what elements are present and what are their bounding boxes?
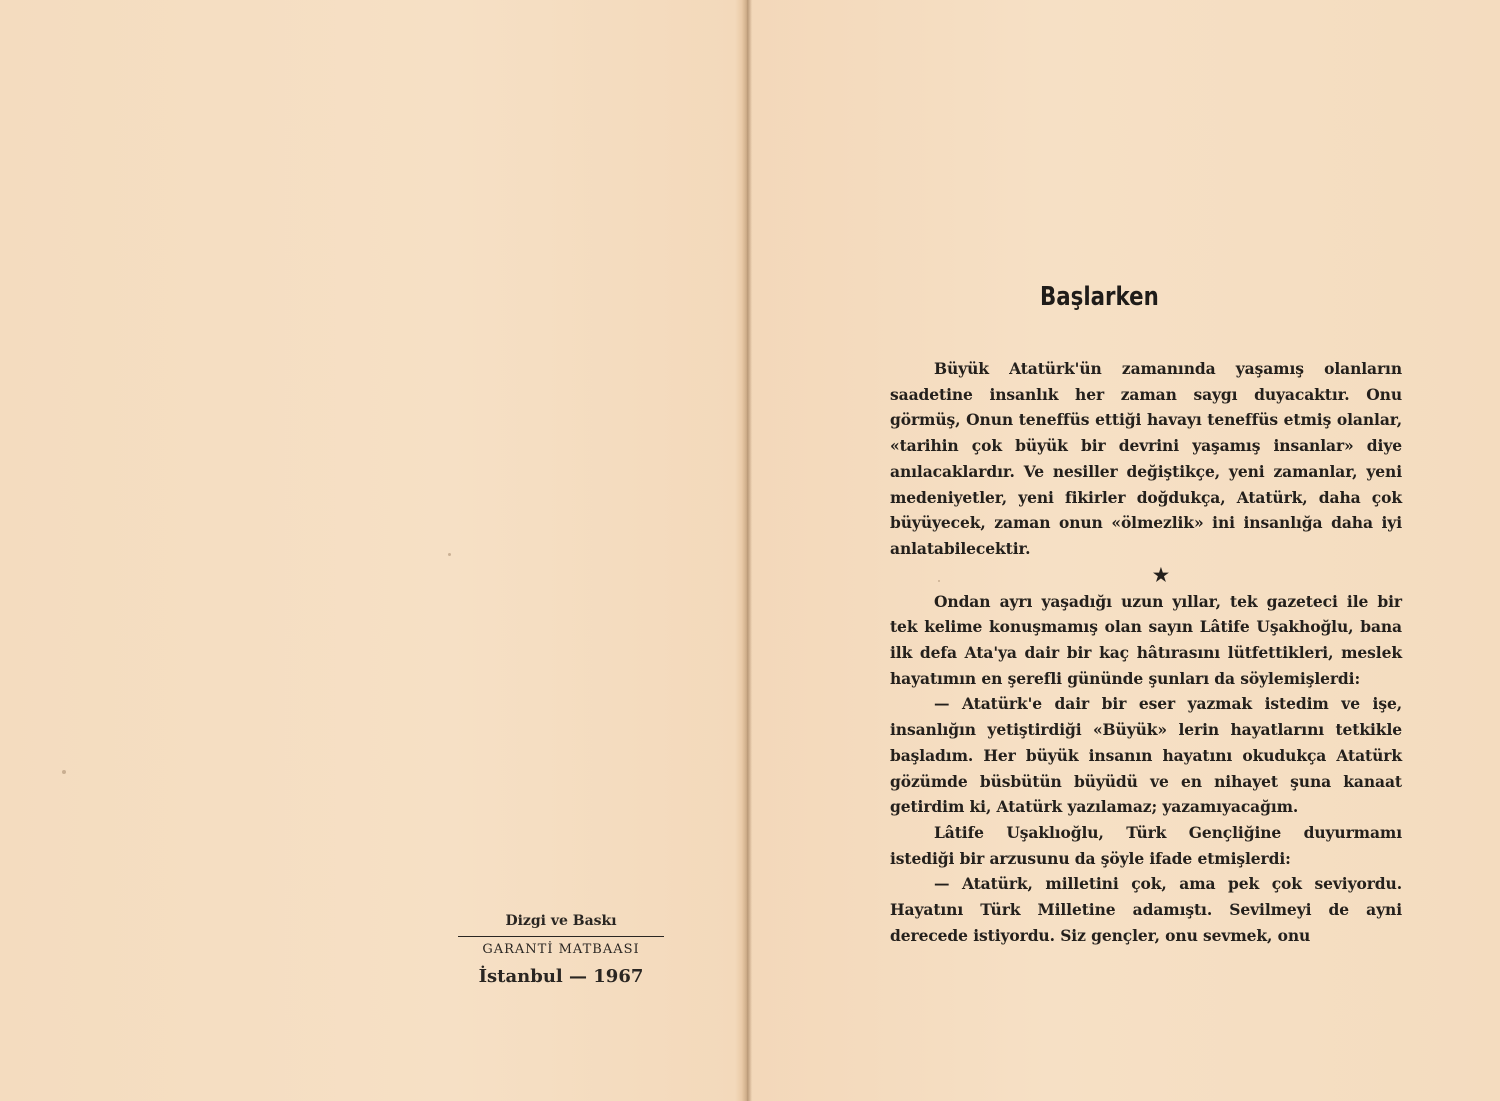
body-paragraph: Ondan ayrı yaşadığı uzun yıllar, tek gazeteci ile bir tek kelime konuşmamış olan sayın Lâtife Uşakhoğlu, bana ilk defa Ata'ya dair bir kaç hâtırasını lütfettikleri, meslek hayatımın en şerefli gününde şunları da söylemişlerdi: bbox=[890, 591, 1402, 688]
chapter-title: Başlarken bbox=[1040, 282, 1159, 312]
book-gutter bbox=[742, 0, 752, 1101]
left-page bbox=[0, 0, 745, 1101]
chapter-body bbox=[890, 356, 1402, 948]
paper-speck bbox=[938, 580, 940, 582]
paper-speck bbox=[448, 553, 451, 556]
body-paragraph: Lâtife Uşaklıoğlu, Türk Gençliğine duyurmamı istediği bir arzusunu da şöyle ifade etmişlerdi: bbox=[890, 822, 1402, 868]
imprint-city-year: İstanbul — 1967 bbox=[478, 966, 644, 987]
star-separator: ★ bbox=[1152, 564, 1170, 586]
imprint-typesetting-label: Dizgi ve Baskı bbox=[505, 913, 617, 929]
imprint-printer-name: GARANTİ MATBAASI bbox=[482, 942, 640, 957]
paper-speck bbox=[62, 770, 66, 774]
imprint-divider bbox=[458, 936, 664, 937]
body-paragraph: Büyük Atatürk'ün zamanında yaşamış olanların saadetine insanlık her zaman saygı duyacaktır. Onu görmüş, Onun teneffüs ettiği havayı teneffüs etmiş olanlar, «tarihin çok büyük bir devrini yaşamış insanlar» diye anılacaklardır. Ve nesiller değiştikçe, yeni zamanlar, yeni medeniyetler, yeni fikirler doğdukça, Atatürk, daha çok büyüyecek, zaman onun «ölmezlik» ini insanlığa daha iyi anlatabilecektir. bbox=[890, 359, 1402, 558]
body-paragraph: — Atatürk, milletini çok, ama pek çok seviyordu. Hayatını Türk Milletine adamıştı. Sevilmeyi de ayni derecede istiyordu. Siz gençler, onu sevmek, onu bbox=[890, 874, 1402, 945]
body-paragraph: — Atatürk'e dair bir eser yazmak istedim ve işe, insanlığın yetiştirdiği «Büyük» lerin hayatlarını tetkikle başladım. Her büyük insanın hayatını okudukça Atatürk gözümde büsbütün büyüdü ve en nihayet şuna kanaat getirdim ki, Atatürk yazılamaz; yazamıyacağım. bbox=[890, 694, 1402, 817]
printer-imprint bbox=[458, 910, 664, 993]
